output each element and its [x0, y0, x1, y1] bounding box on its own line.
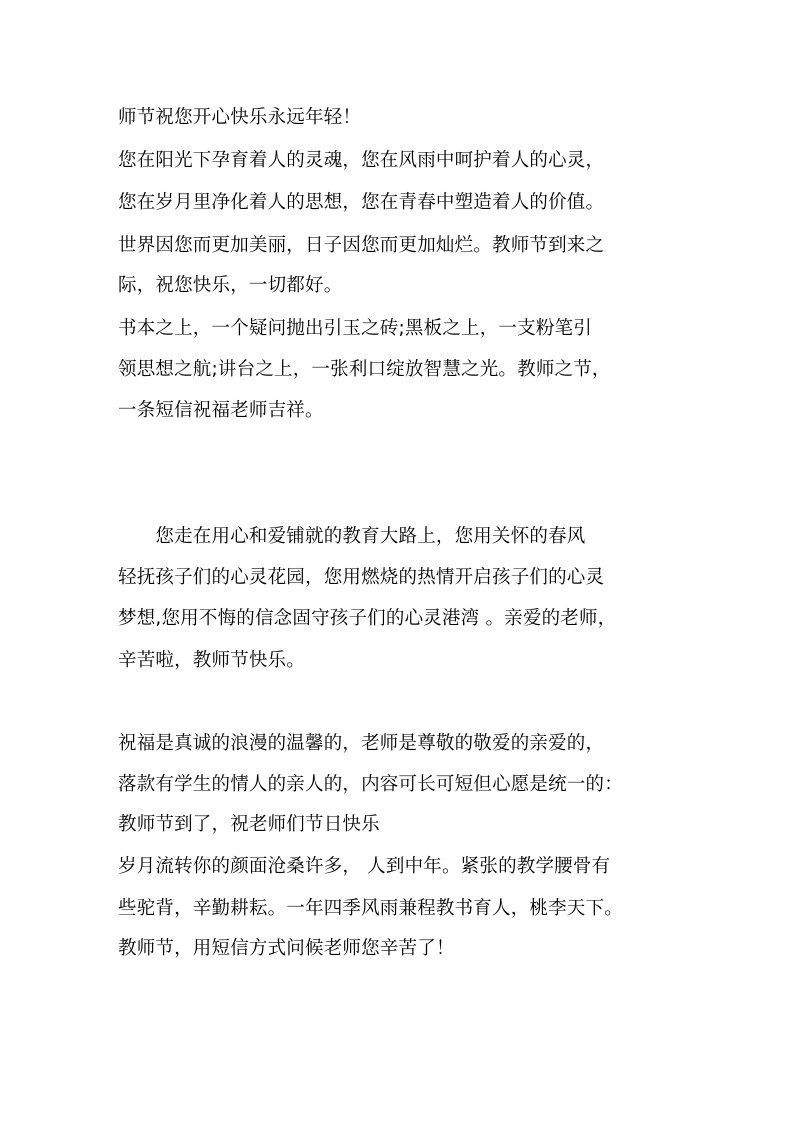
text-line: 一条短信祝福老师吉祥。	[118, 400, 324, 421]
text-line: 世界因您而更加美丽，日子因您而更加灿烂。教师节到来之	[118, 235, 605, 256]
text-line: 祝福是真诚的浪漫的温馨的，老师是尊敬的敬爱的亲爱的，	[118, 733, 605, 754]
text-line: 您走在用心和爱铺就的教育大路上，您用关怀的春风	[118, 526, 586, 547]
text-line: 些驼背，辛勤耕耘。一年四季风雨兼程教书育人，桃李天下。	[118, 898, 623, 919]
text-line: 您在岁月里净化着人的思想，您在青春中塑造着人的价值。	[118, 192, 605, 213]
text-line: 师节祝您开心快乐永远年轻！	[118, 107, 362, 128]
text-line: 书本之上，一个疑问抛出引玉之砖;黑板之上，一支粉笔引	[118, 318, 592, 339]
text-line: 梦想,您用不悔的信念固守孩子们的心灵港湾 。亲爱的老师，	[118, 608, 617, 629]
text-line: 辛苦啦，教师节快乐。	[118, 650, 306, 671]
text-line: 您在阳光下孕育着人的灵魂，您在风雨中呵护着人的心灵，	[118, 150, 605, 171]
text-line: 教师节到了，祝老师们节日快乐	[118, 814, 380, 835]
text-line: 际，祝您快乐，一切都好。	[118, 275, 343, 296]
text-line: 岁月流转你的颜面沧桑许多， 人到中年。紧张的教学腰骨有	[118, 856, 611, 877]
text-line: 领思想之航;讲台之上，一张利口绽放智慧之光。教师之节，	[118, 359, 611, 380]
text-line: 轻抚孩子们的心灵花园，您用燃烧的热情开启孩子们的心灵	[118, 567, 605, 588]
text-line: 教师节，用短信方式问候老师您辛苦了！	[118, 938, 455, 959]
text-line: 落款有学生的情人的亲人的，内容可长可短但心愿是统一的：	[118, 774, 623, 795]
